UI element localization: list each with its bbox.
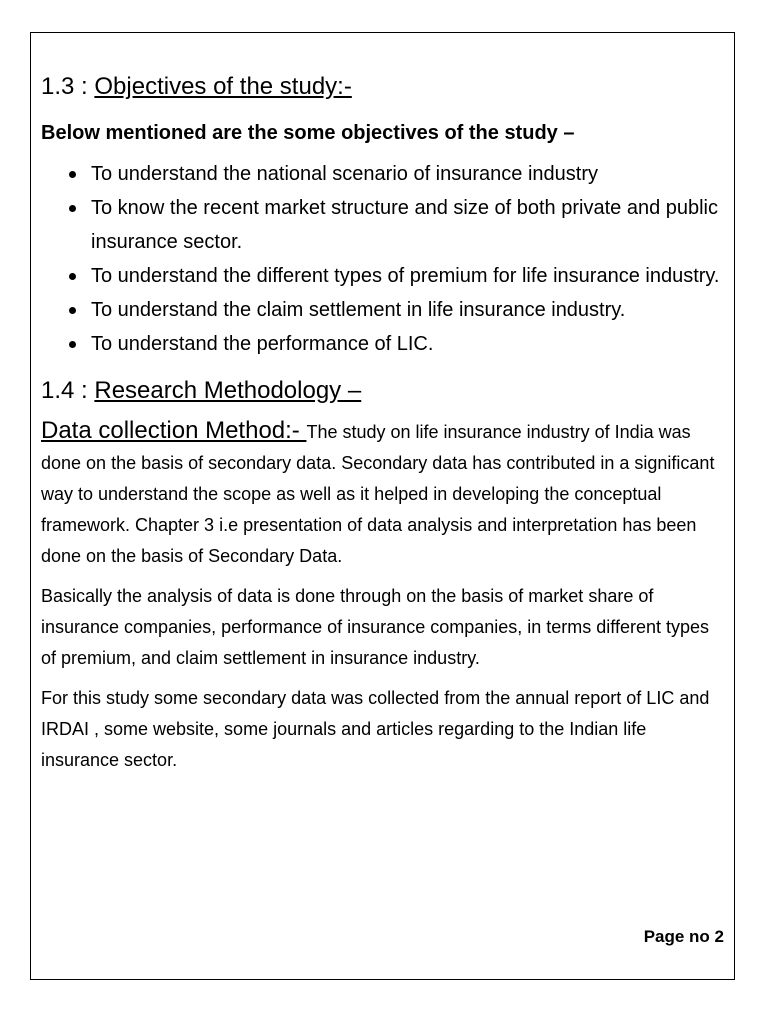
data-collection-paragraph — [41, 415, 724, 572]
objectives-intro: Below mentioned are the some objectives of the study – — [41, 122, 575, 144]
section-number: 1.3 : — [41, 73, 95, 100]
list-item: To understand the national scenario of insurance industry — [63, 157, 724, 191]
page-content — [41, 71, 724, 776]
data-collection-text: The study on life insurance industry of India was done on the basis of secondary data. Secondary data has contributed in a significant way to understand the scope as well as it helped in developing the conceptual framework. Chapter 3 i.e presentation of data analysis and interpretation has been done on the basis of Secondary Data. — [41, 422, 715, 566]
section-heading-methodology — [41, 375, 724, 407]
page-frame — [30, 32, 735, 980]
list-item: To know the recent market structure and size of both private and public insurance sector. — [63, 191, 724, 259]
list-item: To understand the claim settlement in life insurance industry. — [63, 293, 724, 327]
section-title: Research Methodology – — [94, 377, 362, 404]
data-collection-heading: Data collection Method:- — [41, 417, 307, 444]
sources-paragraph: For this study some secondary data was collected from the annual report of LIC and IRDAI , some website, some journals and articles regarding to the Indian life insurance sector. — [41, 688, 710, 770]
analysis-paragraph: Basically the analysis of data is done through on the basis of market share of insurance companies, performance of insurance companies, in terms different types of premium, and claim settlement in insurance industry. — [41, 586, 710, 668]
list-item: To understand the different types of premium for life insurance industry. — [63, 259, 724, 293]
section-title: Objectives of the study:- — [94, 73, 352, 100]
section-number: 1.4 : — [41, 377, 95, 404]
objectives-list — [41, 157, 724, 361]
page-number: Page no 2 — [643, 927, 724, 946]
section-heading-objectives — [41, 71, 724, 103]
list-item: To understand the performance of LIC. — [63, 327, 724, 361]
